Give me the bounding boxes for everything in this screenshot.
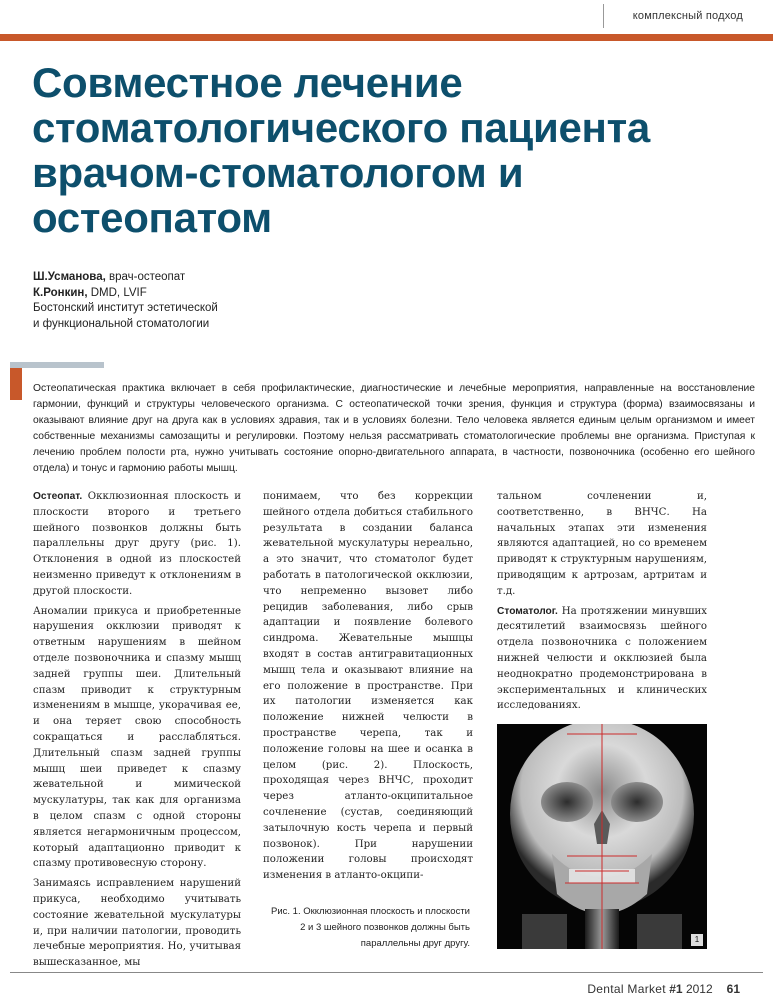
affiliation-line-1: Бостонский институт эстетической: [33, 302, 218, 314]
lead-accent-orange: [10, 368, 22, 400]
column-2-paragraph-1: понимаем, что без коррекции шейного отдела добиться стабильного результата в создании баланса жевательной мускулатуры нереально, а это значит, что стоматолог будет работать в патологической окклюзии, что непременно вызовет либо рецидив заболевания, либо срыв адаптации и появление болевого синдрома. Жевательные мышцы входят в состав антигравитационных мышц тела и оказывают влияние на его положение в пространстве. При их патологии изменяется как положение нижней челюсти в пространстве черепа, так и положение головы на шее и осанка в целом (рис. 2). Плоскость, проходящая через ВНЧС, проходит через атланто-окципитальное сочленение (сустав, соединяющий затылочную кость черепа и первый позвонок). При нарушении положении головы происходят изменения в атланто-окципи-: [263, 491, 473, 882]
affiliation-line-2: и функциональной стоматологии: [33, 317, 210, 330]
xray-skull-image: [497, 724, 707, 949]
footer-divider: [10, 972, 763, 973]
column-3: [497, 489, 707, 718]
figure-number: 1: [691, 934, 703, 946]
dentist-heading: Стоматолог.: [497, 605, 558, 617]
page-number: 61: [726, 982, 740, 996]
section-label: комплексный подход: [632, 10, 743, 22]
magazine-name: Dental Market: [587, 982, 666, 996]
header-accent-bar: [0, 34, 773, 41]
column-1-text-1: Окклюзионная плоскость и плоскости второго и третьего шейного позвонков должны быть параллельны друг другу (рис. 1). Отклонения в одной из плоскостей неизменно приведут к отклонениям в другой плоскости.: [33, 491, 241, 597]
column-3-text-2: На протяжении минувших десятилетий взаимосвязь шейного отдела позвоночника с положением нижней челюсти и окклюзией была неоднократно продемонстрирована в экспериментальных и клинических исследованиях.: [497, 605, 707, 712]
column-1: [33, 489, 241, 975]
header-divider: [603, 4, 604, 28]
figure-caption: [270, 904, 470, 952]
column-2: [263, 489, 473, 888]
caption-line-3: параллельны друг другу.: [360, 938, 470, 949]
column-3-paragraph-1: тальном сочленении и, соответственно, в ВНЧС. На начальных этапах эти изменения являются адаптацией, но со временем приводят к структурным нарушениям, приводящим к артрозам, артритам и т.д.: [497, 491, 707, 597]
column-1-paragraph-3: Занимаясь исправлением нарушений прикуса, необходимо учитывать состояние жевательной мускулатуры и, при наличии патологии, проводить лечебные мероприятия. Но, учитывая вышесказанное, мы: [33, 878, 241, 969]
authors-block: [33, 270, 218, 332]
column-3-paragraph-2: [497, 604, 707, 715]
xray-figure: [497, 724, 707, 949]
issue-number: #1: [665, 982, 683, 996]
caption-line-2: 2 и 3 шейного позвонков должны быть: [300, 922, 470, 933]
page-footer: [587, 982, 740, 996]
column-1-paragraph-1: [33, 489, 241, 600]
author-1: [33, 270, 218, 286]
author-2: [33, 286, 218, 302]
issue-year: 2012: [682, 982, 713, 996]
lead-accent-gray: [10, 362, 104, 368]
author-1-name: Ш.Усманова,: [33, 271, 106, 283]
lead-paragraph: Остеопатическая практика включает в себя профилактические, диагностические и лечебные мероприятия, направленные на восстановление гармонии, функций и структуры человеческого организма. С остеопатической точки зрения, функция и структура (форма) взаимосвязаны и оказывают влияние друг на друга как в условиях здравия, так и в условиях болезни. Тело человека является единым целым организмом и имеет собственные механизмы самозащиты и регулировки. Поэтому нельзя рассматривать стоматологические проблемы вне организма. Приступая к лечению проблем полости рта, нужно учитывать состояние опорно-двигательного аппарата, в частности, позвоночника (особенно его шейного отдела) и тонус и гармонию работы мышц.: [33, 383, 755, 474]
caption-line-1: Рис. 1. Окклюзионная плоскость и плоскости: [270, 906, 470, 917]
osteopath-heading: Остеопат.: [33, 491, 83, 502]
author-2-role: DMD, LVIF: [87, 286, 147, 299]
author-1-role: врач-остеопат: [105, 271, 186, 283]
author-2-name: К.Ронкин,: [33, 286, 88, 299]
column-1-paragraph-2: Аномалии прикуса и приобретенные нарушения окклюзии приводят к ответным нарушениям в шейном отделе позвоночника и спазму мышц задней группы шеи. Длительный спазм приводит к структурным изменениям в мышце, укорачивая ее, и она теряет свою способность сокращаться и расслабляться. Длительный спазм задней группы мышц шеи приведет к спазму жевательной и мимической мускулатуры, так как для организма в целом спазм с одной стороны является негармоничным процессом, который адаптационно приводит к спазму противовесную сторону.: [33, 605, 241, 870]
article-title: Совместное лечение стоматологического пациента врачом-стоматологом и остеопатом: [32, 59, 650, 241]
